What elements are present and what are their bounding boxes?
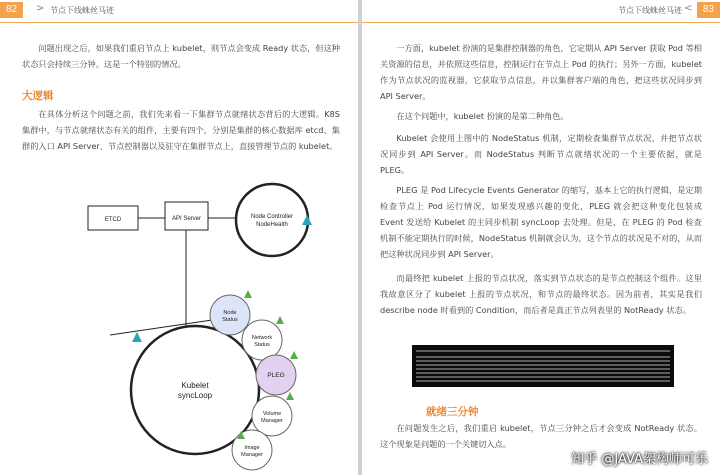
kubelet-label-2: syncLoop <box>177 391 213 400</box>
right-page-header-title: 节点下线蛛丝马迹 <box>618 6 682 15</box>
left-page-number: 82 <box>0 2 23 18</box>
left-page-header-title: 节点下线蛛丝马迹 <box>50 6 114 15</box>
kubelet-architecture-diagram <box>0 180 358 475</box>
watermark: 知乎 @JAVA架构师可乐 <box>571 452 708 467</box>
right-section-title: 就绪三分钟 <box>426 406 479 418</box>
chevron-left-icon: < <box>684 3 693 14</box>
right-page-number: 83 <box>697 2 720 18</box>
right-paragraph-5: 而最终把 kubelet 上报的节点状况，落实到节点状态的是节点控制这个组件。这里我故意区分了 kubelet 上报的节点状况，和节点的最终状态。因为前者，其实是我们 describe node 时看到的 Condition，而后者是真正节点列表里的 NotReady 状态。 <box>380 273 702 315</box>
node-controller-circle <box>236 184 308 256</box>
left-paragraph-2: 在具体分析这个问题之前，我们先来看一下集群节点就绪状态背后的大逻辑。K8S 集群中，与节点就绪状态有关的组件，主要有四个，分别是集群的核心数据库 etcd、集群的入口 API Server、节点控制器以及驻守在集群节点上，直接管理节点的 kubelet。 <box>22 109 340 151</box>
volume-manager-arrow-icon <box>286 392 294 400</box>
node-status-arrow-icon <box>244 290 252 298</box>
volume-manager-label-1: Volume <box>262 411 282 417</box>
volume-manager-label-2: Manager <box>261 418 283 424</box>
image-manager-label-1: Image <box>244 445 260 451</box>
image-manager-label-2: Manager <box>241 452 263 458</box>
etcd-label: ETCD <box>104 217 122 223</box>
pleg-label: PLEG <box>267 372 285 379</box>
chevron-right-icon: > <box>36 3 45 14</box>
left-section-title: 大逻辑 <box>22 90 54 102</box>
node-status-label-2: Status <box>222 317 238 323</box>
network-status-arrow-icon <box>276 316 284 324</box>
network-status-label-1: Network <box>251 335 273 341</box>
node-status-label-1: Node <box>223 310 237 316</box>
right-paragraph-3: Kubelet 会使用上图中的 NodeStatus 机制，定期检查集群节点状况，并把节点状况同步到 API Server。而 NodeStatus 判断节点就绪状况的一个主要依据，就是 PLEG。 <box>380 133 702 175</box>
node-controller-label-1: Node Controller <box>250 214 294 220</box>
right-page-header <box>362 0 720 23</box>
network-status-label-2: Status <box>254 342 270 348</box>
right-paragraph-4: PLEG 是 Pod Lifecycle Events Generator 的缩写，基本上它的执行逻辑，是定期检查节点上 Pod 运行情况，如果发现感兴趣的变化，PLEG 就会把这种变化包装成 Event 发送给 Kubelet 的主同步机制 syncLoop 去处理。但是，在 PLEG 的 Pod 检查机制不能定期执行的时候，NodeStatus 机制就会认为，这个节点的状况是不对的，从而把这种状况同步到 API Server。 <box>380 185 702 259</box>
left-page <box>0 0 358 475</box>
left-page-header <box>0 0 358 23</box>
right-page <box>362 0 720 475</box>
node-controller-label-2: NodeHealth <box>256 222 288 228</box>
kubelet-label-1: Kubelet <box>181 381 209 390</box>
right-paragraph-6: 在问题发生之后，我们重启 kubelet，节点三分钟之后才会变成 NotReady 状态。这个现象是问题的一个关键切入点。 <box>380 423 702 449</box>
terminal-screenshot <box>412 345 674 387</box>
right-paragraph-2: 在这个问题中，kubelet 扮演的是第二种角色。 <box>396 111 569 121</box>
api-server-label: API Server <box>171 216 202 222</box>
left-paragraph-1: 问题出现之后，如果我们重启节点上 kubelet，则节点会变成 Ready 状态，但这种状态只会持续三分钟。这是一个特别的情况。 <box>22 43 340 69</box>
kubelet-arrow-icon <box>132 332 142 342</box>
right-paragraph-1: 一方面，kubelet 扮演的是集群控制器的角色，它定期从 API Server 获取 Pod 等相关资源的信息，并依照这些信息，控制运行在节点上 Pod 的执行；另外一方面，kubelet 作为节点状况的监视器，它获取节点信息，并以集群客户端的角色，把这些状况同步到 API Server。 <box>380 43 702 101</box>
pleg-arrow-icon <box>290 351 298 359</box>
